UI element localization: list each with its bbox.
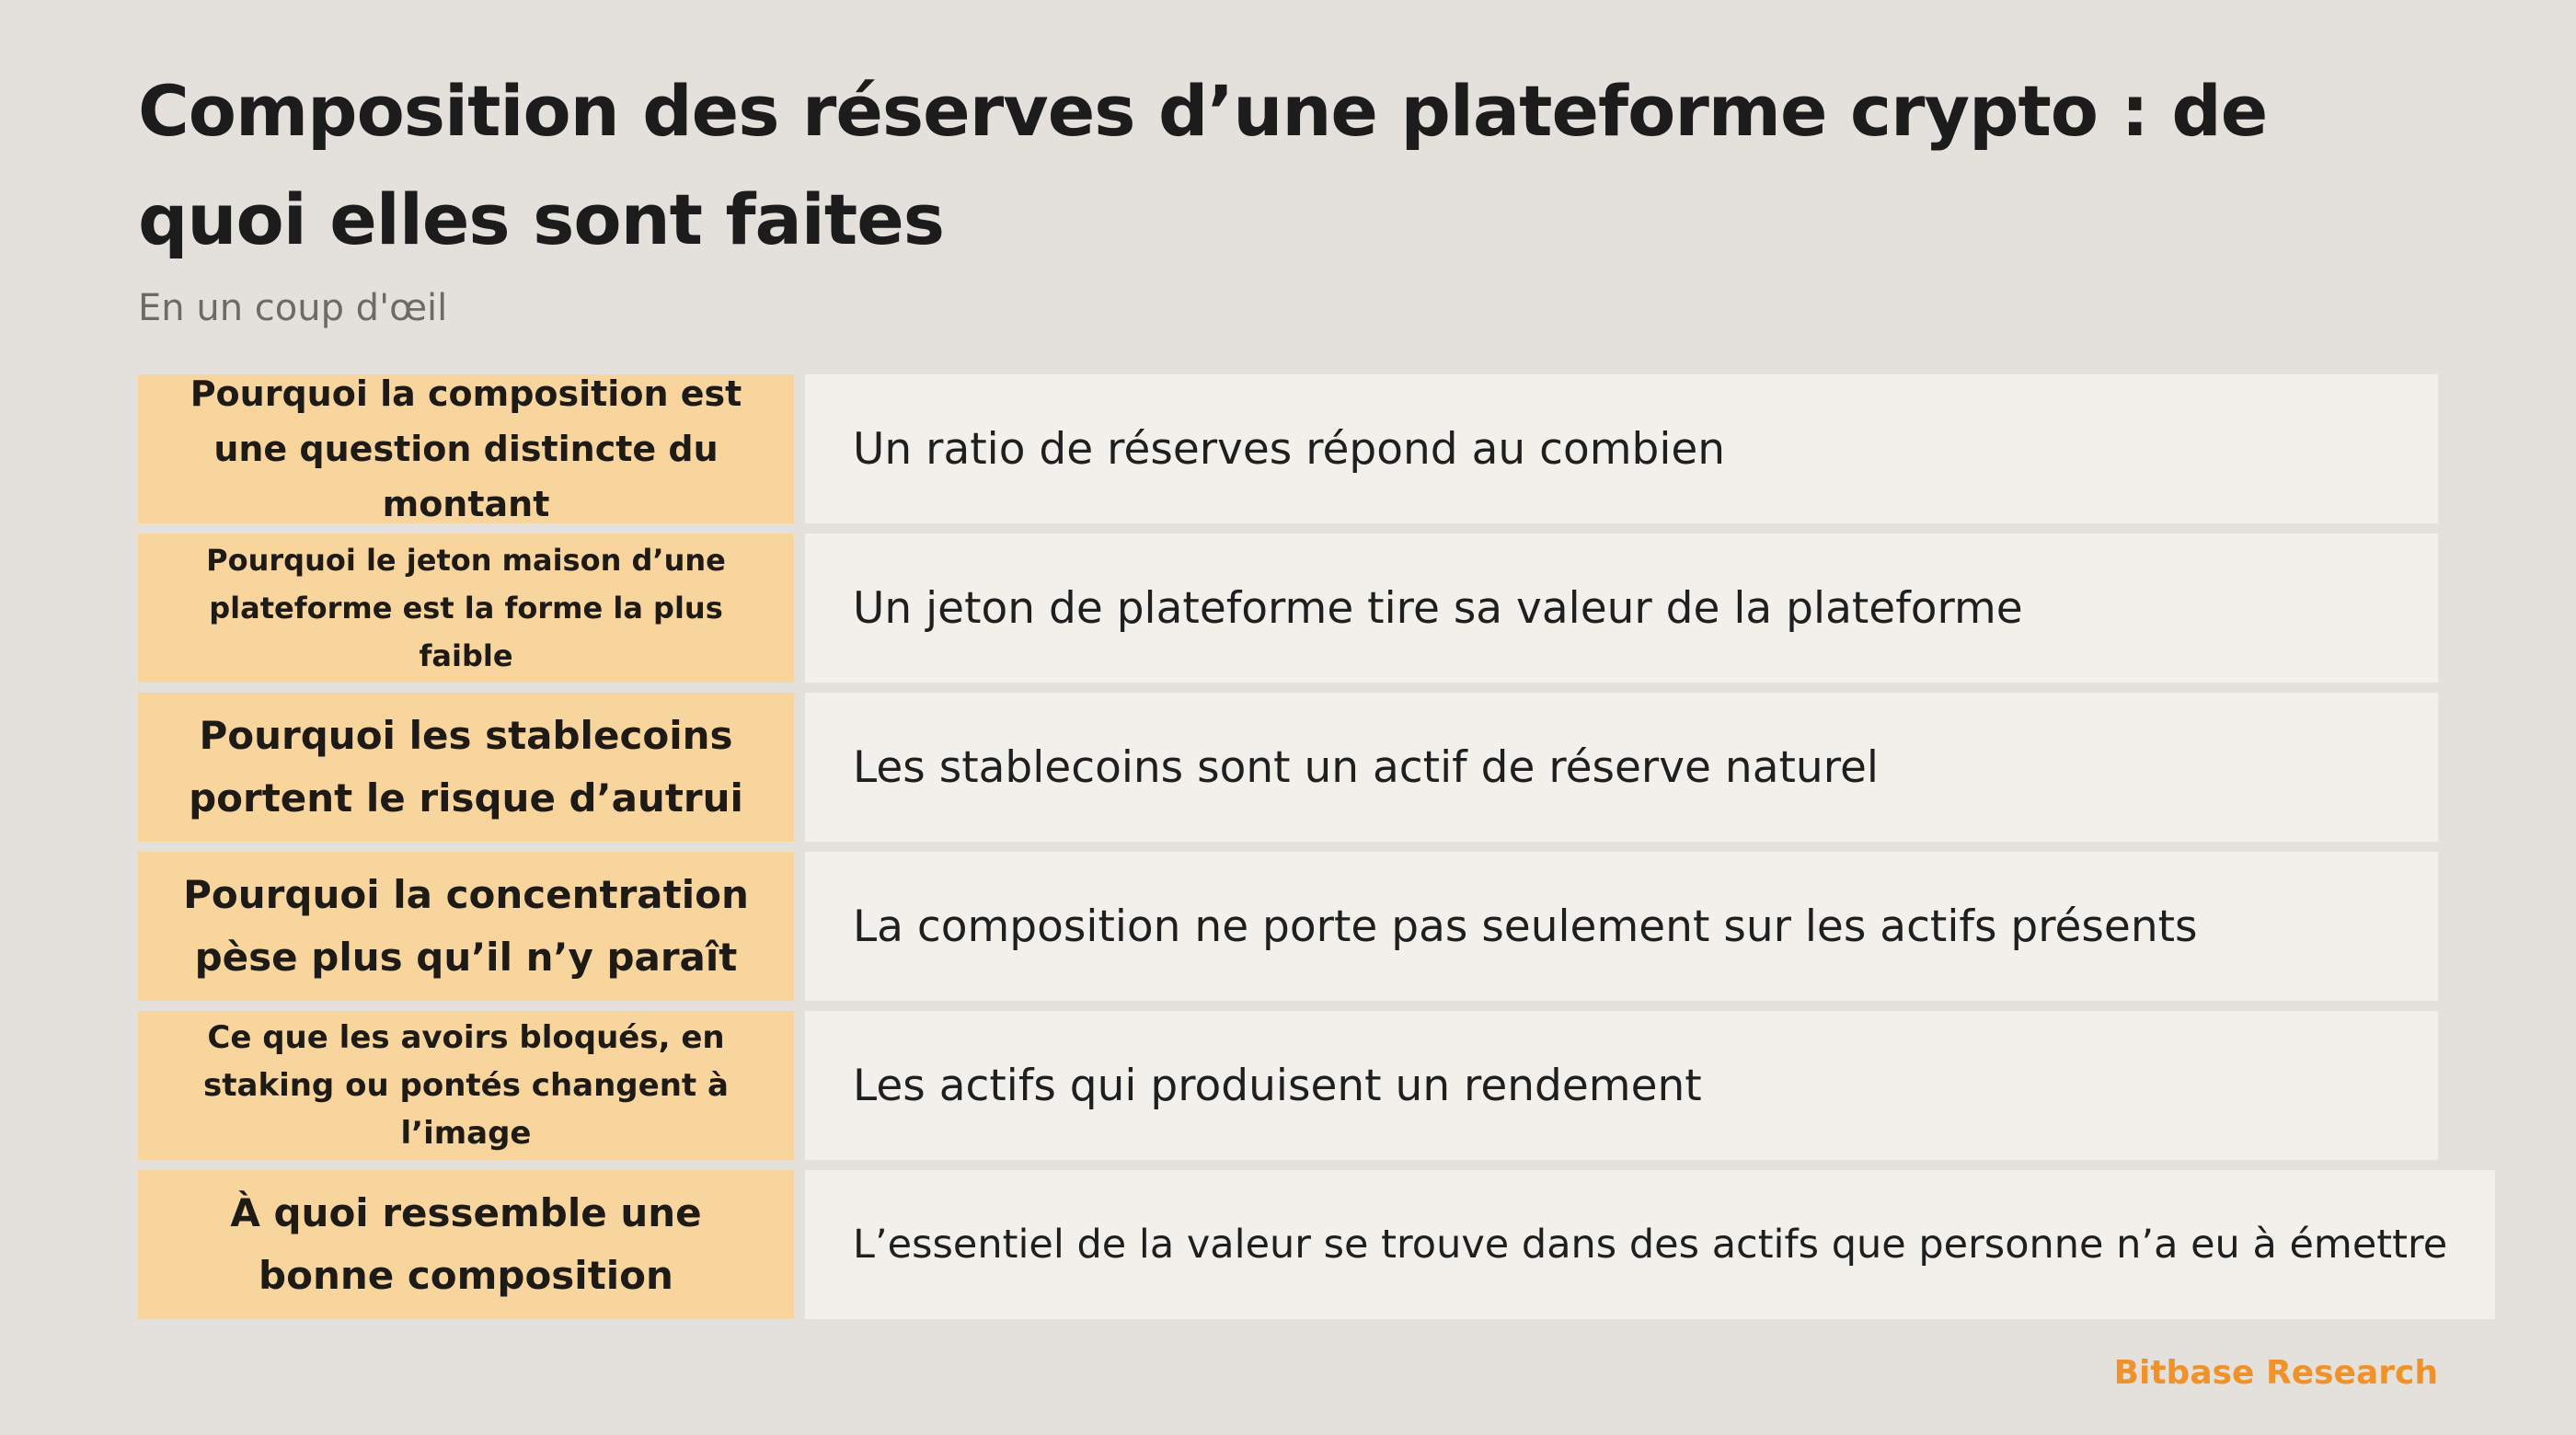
row-text: Un ratio de réserves répond au combien <box>805 374 2438 523</box>
table-row <box>138 1170 2448 1319</box>
table-row <box>138 852 2438 1001</box>
table-row <box>138 1011 2438 1160</box>
page-title: Composition des réserves d’une plateforme crypto : de quoi elles sont faites <box>138 70 2268 260</box>
row-label: À quoi ressemble une bonne composition <box>138 1170 794 1319</box>
table-row <box>138 693 2438 842</box>
row-label: Ce que les avoirs bloqués, en staking ou pontés changent à l’image <box>138 1011 794 1160</box>
table-row <box>138 534 2438 683</box>
summary-table <box>138 373 2448 1329</box>
row-label: Pourquoi la concentration pèse plus qu’il n’y paraît <box>138 852 794 1001</box>
row-text: La composition ne porte pas seulement sur les actifs présents <box>805 852 2438 1001</box>
page-subtitle: En un coup d'œil <box>138 287 448 329</box>
table-row <box>138 374 2438 523</box>
row-label: Pourquoi la composition est une question distincte du montant <box>138 374 794 523</box>
row-text: L’essentiel de la valeur se trouve dans des actifs que personne n’a eu à émettre <box>805 1170 2495 1319</box>
row-label: Pourquoi les stablecoins portent le risque d’autrui <box>138 693 794 842</box>
row-text: Un jeton de plateforme tire sa valeur de la plateforme <box>805 534 2438 683</box>
row-text: Les actifs qui produisent un rendement <box>805 1011 2438 1160</box>
brand-footer: Bitbase Research <box>2113 1354 2438 1392</box>
row-label: Pourquoi le jeton maison d’une plateforme est la forme la plus faible <box>138 534 794 683</box>
row-text: Les stablecoins sont un actif de réserve naturel <box>805 693 2438 842</box>
